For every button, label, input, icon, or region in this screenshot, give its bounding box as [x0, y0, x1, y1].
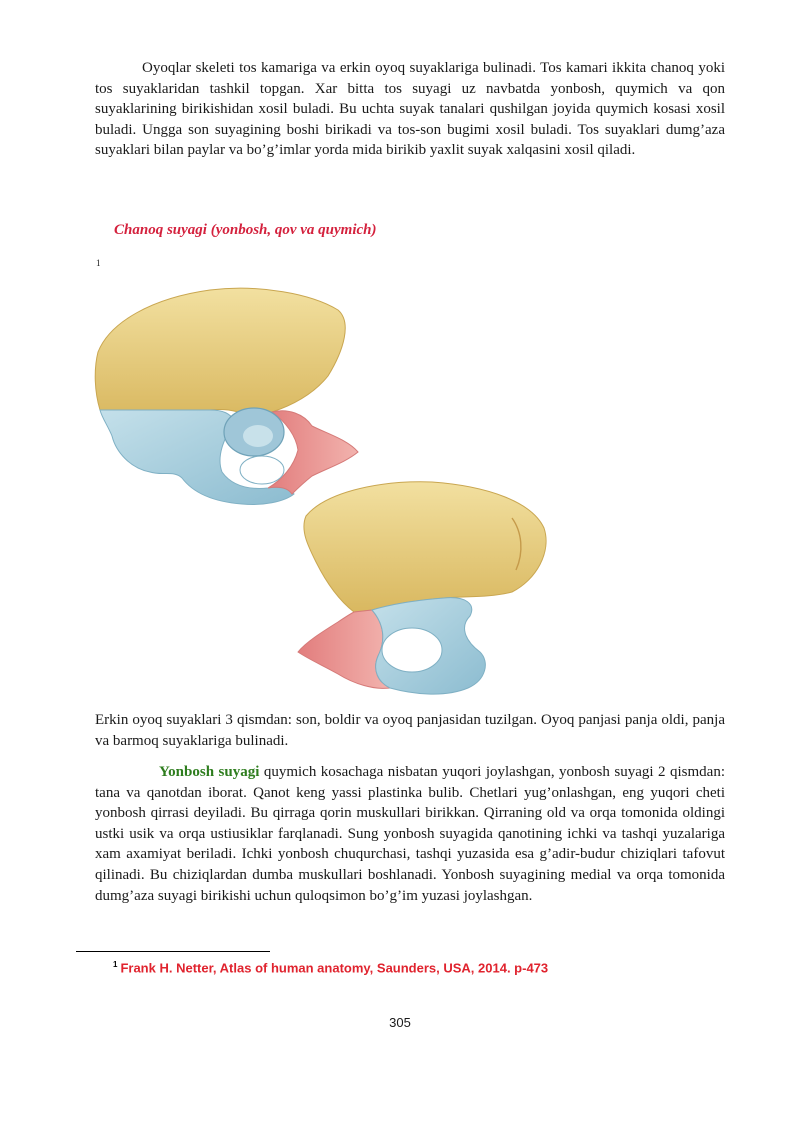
section-heading: Chanoq suyagi (yonbosh, qov va quymich)	[114, 222, 377, 238]
ilium-region	[95, 288, 345, 418]
obturator-foramen-medial	[382, 628, 442, 672]
footnote	[113, 960, 548, 975]
ilium-term: Yonbosh suyagi	[159, 764, 260, 780]
figure-footnote-marker: 1	[96, 258, 101, 268]
pubis-region-medial	[298, 610, 390, 688]
pelvic-bone-illustration	[92, 280, 572, 700]
footnote-text: Frank H. Netter, Atlas of human anatomy, Saunders, USA, 2014. p-473	[120, 960, 549, 976]
footnote-separator	[76, 951, 270, 952]
ilium-region-medial	[304, 482, 546, 612]
free-limb-paragraph: Erkin oyoq suyaklari 3 qismdan: son, boldir va oyoq panjasidan tuzilgan. Oyoq panjasi panja oldi, panja va barmoq suyaklariga bulinadi.	[95, 712, 725, 749]
obturator-foramen	[240, 456, 284, 484]
hip-bone-lateral-view	[95, 288, 358, 504]
footnote-marker: 1	[113, 960, 118, 969]
acetabulum-fossa	[243, 425, 273, 447]
intro-paragraph: Oyoqlar skeleti tos kamariga va erkin oyoq suyaklariga bulinadi. Tos kamari ikkita chanoq yoki tos suyaklaridan tashkil topgan. Xar bitta tos suyagi uz navbatda yonbosh, quymich va qon suyaklarining birikishidan xosil buladi. Bu uchta suyak tanalari qushilgan joyida quymich kosasi xosil buladi. Ungga son suyagining boshi birikadi va tos-son bugimi xosil buladi. Tos suyaklari dumg’aza suyaklari bilan paylar va bo’g’imlar yorda mida birikib yaxlit suyak xalqasini xosil qiladi.	[95, 60, 725, 159]
ilium-paragraph	[95, 762, 725, 906]
hip-bone-medial-view	[298, 482, 546, 694]
page-number: 305	[389, 1015, 411, 1030]
ilium-description: quymich kosachaga nisbatan yuqori joylashgan, yonbosh suyagi 2 qismdan: tana va qanotdan iborat. Qanot keng yassi plastinka bulib. Chetlari yug’onlashgan, eng yuqori cheti yonbosh qirrasi deyiladi. Bu qirraga qorin muskullari birikkan. Qirraning old va orqa tomonida oldingi ustki usik va orqa ustiusiklar farqlanadi. Sung yonbosh suyagida qanotining ichki va tashqi yuzalariga xam axamiyat beriladi. Ichki yonbosh chuqurchasi, tashqi yuzasida esa g’adir-budur chiziqlari tafovut qilinadi. Bu chiziqlardan dumba muskullari boshlanadi. Yonbosh suyagining medial va orqa tomonida dumg’aza suyagi birikishi uchun quloqsimon bo’g’im yuzasi joylashgan.	[95, 764, 725, 904]
